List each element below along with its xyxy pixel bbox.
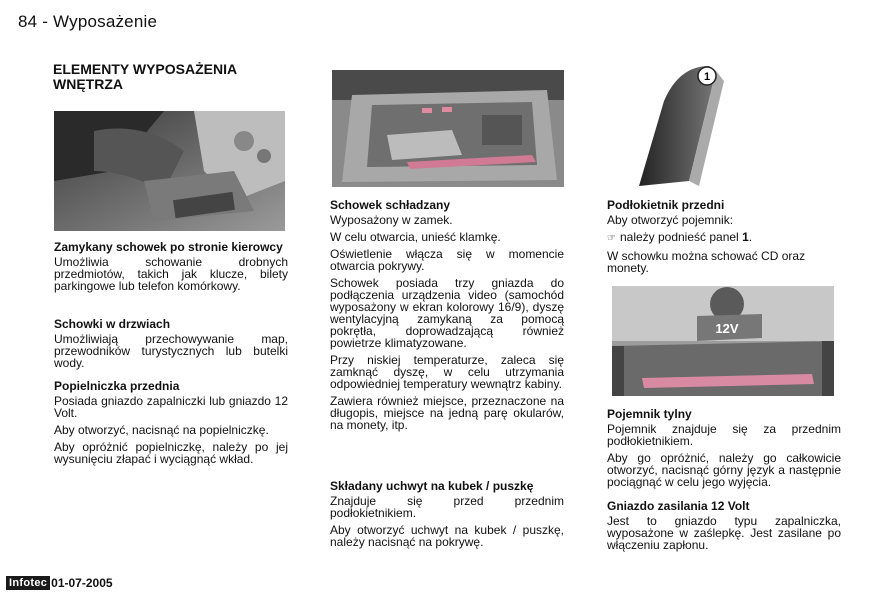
photo-rear-bin-12v (612, 286, 834, 396)
heading-front-ashtray: Popielniczka przednia (54, 379, 180, 393)
paragraph: Jest to gniazdo typu zapalniczka, wyposażone w zaślepkę. Jest zasilane po włączeniu zapłonu. (607, 514, 841, 552)
section-rear-bin (607, 408, 841, 493)
paragraph: W schowku można schować CD oraz monety. (607, 249, 806, 275)
section-front-armrest (607, 199, 841, 279)
bullet-ref: 1 (742, 230, 749, 244)
paragraph: Schowek posiada trzy gniazda do podłączenia urządzenia video (samochód wyposażony w ekran kolorowy 16/9), dyszę wentylacyjną zamykaną za pomocą pokrętła, doprowadzającą również powietrze klimatyzowane. (330, 276, 564, 350)
paragraph: Umożliwiają przechowywanie map, przewodników turystycznych lub butelki wody. (54, 332, 288, 370)
heading-12v-socket: Gniazdo zasilania 12 Volt (607, 499, 750, 513)
bullet-item: ☞ należy podnieść panel 1. (607, 230, 753, 244)
infotec-logo: Infotec (6, 576, 50, 590)
paragraph: Aby opróżnić popielniczkę, należy po jej wysunięciu złapać i wyciągnąć wkład. (54, 440, 288, 466)
page-title: 84 - Wyposażenie (18, 12, 158, 31)
paragraph: Pojemnik znajduje się za przednim podłokietnikiem. (607, 422, 841, 448)
section-main-title: ELEMENTY WYPOSAŻENIA WNĘTRZA (53, 61, 237, 92)
paragraph: Umożliwia schowanie drobnych przedmiotów, takich jak klucze, bilety parkingowe lub telefon komórkowy. (54, 255, 288, 293)
heading-cup-holder: Składany uchwyt na kubek / puszkę (330, 479, 534, 493)
heading-door-pockets: Schowki w drzwiach (54, 317, 171, 331)
paragraph: W celu otwarcia, unieść klamkę. (330, 230, 501, 244)
footer (6, 576, 113, 590)
section-driver-compartment (54, 241, 288, 297)
paragraph: Przy niskiej temperaturze, zaleca się zamknąć dyszę, w celu utrzymania odpowiedniej temperatury wewnątrz kabiny. (330, 353, 564, 391)
paragraph: Aby otworzyć pojemnik: (607, 213, 734, 227)
section-cup-holder (330, 480, 564, 553)
photo-driver-compartment (54, 111, 285, 231)
section-front-ashtray (54, 380, 288, 470)
photo-front-armrest (634, 61, 834, 187)
paragraph: Znajduje się przed przednim podłokietnikiem. (330, 494, 564, 520)
bullet-text: należy podnieść panel (619, 230, 739, 244)
paragraph: Aby otworzyć uchwyt na kubek / puszkę, należy nacisnąć na pokrywę. (330, 523, 564, 549)
pointing-hand-icon: ☞ (607, 233, 616, 244)
paragraph: Zawiera również miejsce, przeznaczone na długopis, miejsce na jedną parę okularów, na monety, itp. (330, 394, 564, 432)
heading-front-armrest: Podłokietnik przedni (607, 198, 725, 212)
heading-rear-bin: Pojemnik tylny (607, 407, 692, 421)
paragraph: Aby go opróżnić, należy go całkowicie otworzyć, nacisnąć górny język a następnie pociągnąć w celu jego wyjęcia. (607, 451, 841, 489)
paragraph: Posiada gniazdo zapalniczki lub gniazdo 12 Volt. (54, 394, 288, 420)
section-cooled-glovebox (330, 199, 564, 436)
socket-12v-label: 12V (715, 321, 739, 336)
paragraph: Aby otworzyć, nacisnąć na popielniczkę. (54, 423, 269, 437)
photo-cooled-glovebox (332, 70, 564, 187)
paragraph: Wyposażony w zamek. (330, 213, 453, 227)
paragraph: Oświetlenie włącza się w momencie otwarcia pokrywy. (330, 247, 564, 273)
heading-cooled-glovebox: Schowek schładzany (330, 198, 451, 212)
heading-driver-compartment: Zamykany schowek po stronie kierowcy (54, 240, 283, 254)
section-door-pockets (54, 318, 288, 374)
armrest-callout-label: 1 (703, 71, 711, 83)
section-12v-socket (607, 500, 841, 556)
footer-date: 01-07-2005 (51, 576, 113, 590)
